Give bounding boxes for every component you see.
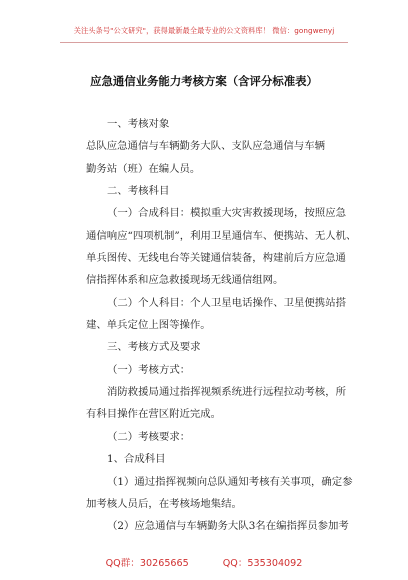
document-line: 总队应急通信与车辆勤务大队、支队应急通信与车辆 [86,140,325,153]
document-line: （一）考核方式： [107,363,191,376]
header-notice: 关注头条号"公文研究"，获得最新最全最专业的公文资料库！ 微信：gongwenyj [73,26,335,35]
document-line: 消防救援局通过指挥视频系统进行远程拉动考核，所 [107,386,346,399]
page-header [0,0,408,52]
document-line: 有科目操作在营区附近完成。 [86,408,222,421]
document-line: （2）应急通信与车辆勤务大队3名在编指挥员参加考 [107,520,349,533]
document-title: 应急通信业务能力考核方案（含评分标准表） [90,74,318,88]
document-line: 二、考核科目 [107,185,170,198]
document-line: （二）考核要求： [107,430,191,443]
document-line: （二）个人科目：个人卫星电话操作、卫星便携站搭 [107,296,346,309]
footer-qq-contact: QQ：535304092 [222,558,303,569]
document-line: 建、单兵定位上图等操作。 [86,319,211,332]
document-line: 加考核人员后，在考核场地集结。 [86,497,242,510]
document-line: 一、考核对象 [107,118,170,130]
document-line: 三、考核方式及要求 [107,341,201,354]
page-footer [0,555,408,575]
document-body [86,113,358,538]
document-line: 单兵图传、无线电台等关键通信装备，构建前后方应急通 [86,252,346,265]
document-line: 信指挥体系和应急救援现场无线通信组网。 [86,274,284,287]
footer-qq-group: QQ群：30265665 [105,558,189,569]
document-line: （一）合成科目：模拟重大灾害救援现场，按照应急 [107,207,346,220]
document-line: （1）通过指挥视频向总队通知考核有关事项，确定参 [107,475,353,488]
header-divider [60,42,348,43]
document-line: 1、合成科目 [107,453,166,466]
document-line: 通信响应“四项机制”，利用卫星通信车、便携站、无人机、 [86,229,357,242]
document-line: 勤务站（班）在编人员。 [86,162,201,175]
